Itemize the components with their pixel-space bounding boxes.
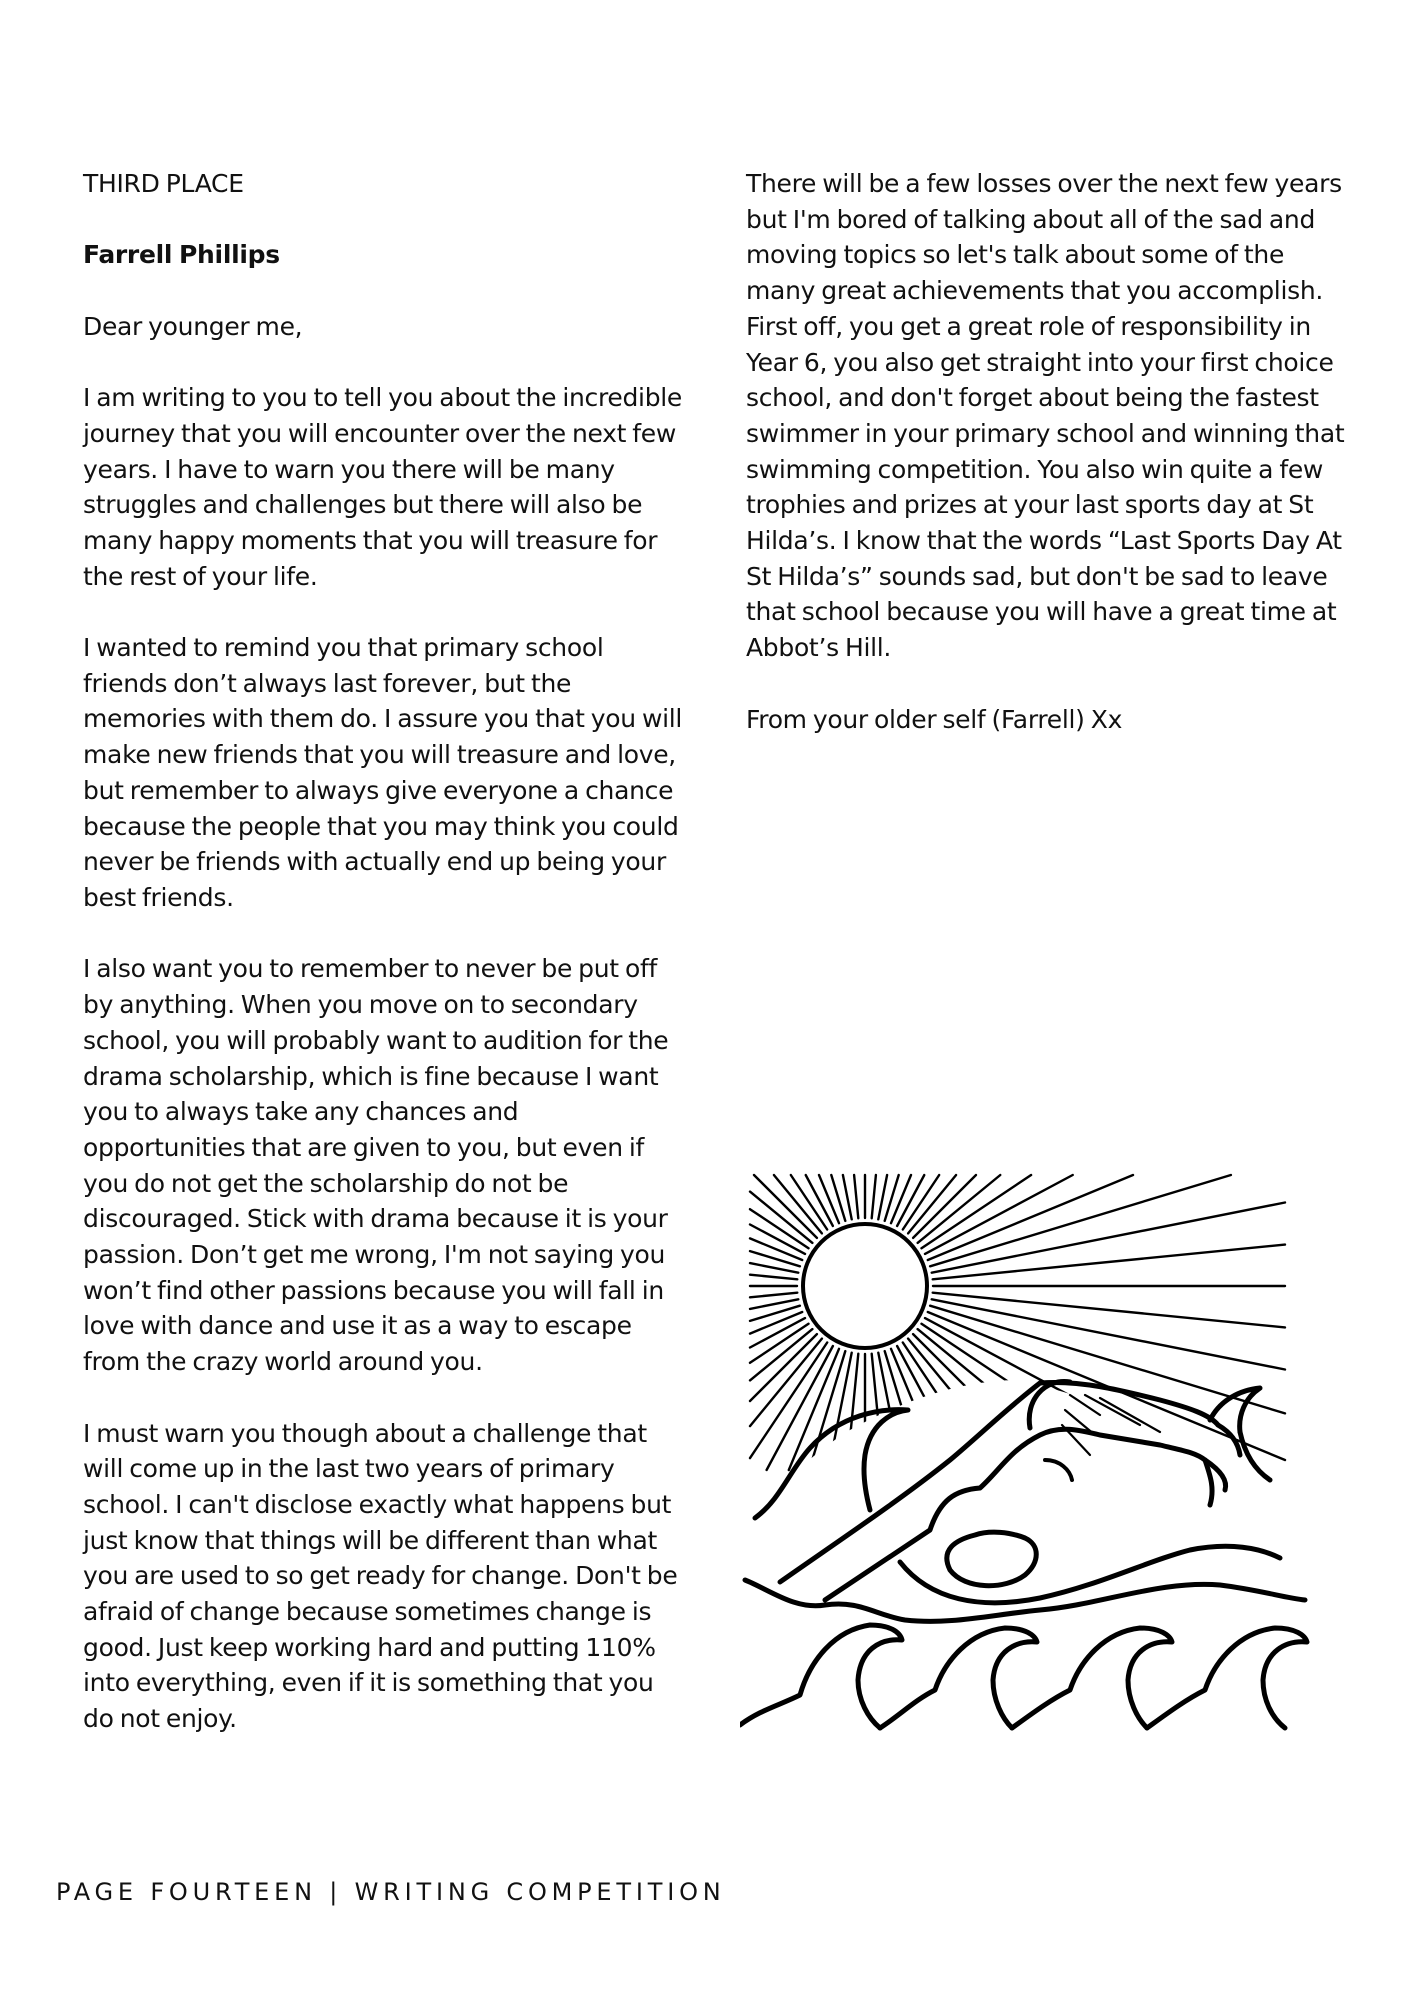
author-name: Farrell Phillips [83, 240, 280, 270]
sun-ray [913, 1175, 976, 1238]
letter-paragraph: I also want you to remember to never be put off by anything. When you move on to secondary school, you will probably want to audition for the drama scholarship, which is fine because I want you to always take any chances and opportunities that are given to you, but even if you do not get the scholarship do not be discouraged. Stick with drama because it is your passion. Don’t get me wrong, I'm not saying you won’t find other passions because you will fall in love with dance and use it as a way to escape from the crazy world around you. [83, 954, 669, 1377]
letter-right-column [746, 166, 1356, 773]
sun-ray [843, 1175, 852, 1219]
swimmer-sun-waves-icon [740, 1170, 1320, 1750]
sun-ray [750, 1334, 817, 1401]
sun-icon [803, 1224, 927, 1348]
letter-left-column [83, 166, 683, 1773]
sun-ray [918, 1175, 1001, 1243]
sun-ray [930, 1175, 1231, 1266]
sun-ray [750, 1192, 812, 1243]
sun-ray [872, 1175, 876, 1218]
sun-ray [878, 1175, 887, 1219]
sun-ray [750, 1293, 797, 1298]
page-footer: PAGE FOURTEEN | WRITING COMPETITION [56, 1878, 726, 1906]
letter-signoff: From your older self (Farrell) Xx [746, 704, 1123, 734]
sun-ray [891, 1175, 911, 1223]
letter-paragraph: I am writing to you to tell you about the incredible journey that you will encounter over the next few years. I have to warn you there will be many struggles and challenges but there will also be many happy moments that you will treasure for the rest of your life. [83, 383, 683, 591]
sun-ray [754, 1175, 817, 1238]
sun-ray [819, 1175, 839, 1223]
letter-paragraph: I wanted to remind you that primary school friends don’t always last forever, but the memories with them do. I assure you that you will make new friends that you will treasure and love, but remember to always give everyone a chance because the people that you may think you could never be friends with actually end up being your best friends. [83, 633, 683, 912]
letter-paragraph: I must warn you though about a challenge that will come up in the last two years of primary school. I can't disclose exactly what happens but just know that things will be different than what you are used to so get ready for change. Don't be afraid of change because sometimes change is good. Just keep working hard and putting 110% into everything, even if it is something that you do not enjoy. [83, 1418, 678, 1734]
swimmer-illustration [740, 1170, 1320, 1750]
letter-greeting: Dear younger me, [83, 311, 303, 341]
sun-ray [854, 1175, 858, 1218]
sun-ray [928, 1175, 1133, 1260]
letter-paragraph: There will be a few losses over the next few years but I'm bored of talking about all of the sad and moving topics so let's talk about some of the many great achievements that you accomplish. First off, you get a great role of responsibility in Year 6, you also get straight into your first choice school, and don't forget about being the fastest swimmer in your primary school and winning that swimming competition. You also win quite a few trophies and prizes at your last sports day at St Hilda’s. I know that the words “Last Sports Day At St Hilda’s” sounds sad, but don't be sad to leave that school because you will have a great time at Abbot’s Hill. [746, 169, 1345, 663]
sun-ray [750, 1329, 812, 1380]
sun-ray [750, 1275, 797, 1280]
place-label: THIRD PLACE [83, 169, 244, 198]
